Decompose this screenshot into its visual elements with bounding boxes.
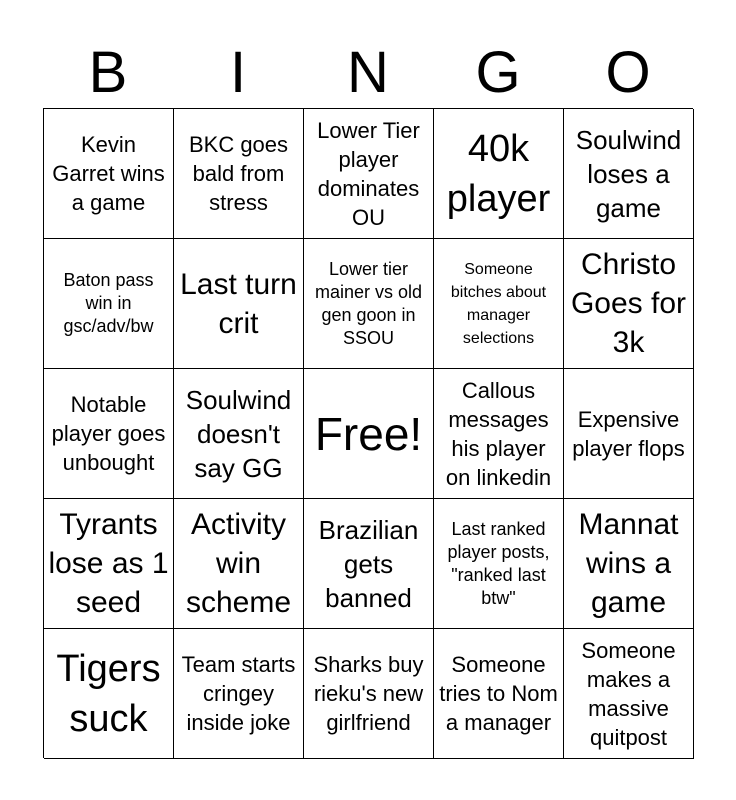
bingo-cell-text: Baton pass win in gsc/adv/bw <box>63 270 154 336</box>
bingo-cell-r5c5[interactable] <box>564 629 694 759</box>
bingo-cell-r3c1[interactable] <box>44 369 174 499</box>
bingo-cell-text: Lower Tier player dominates OU <box>317 117 420 230</box>
bingo-cell-r5c4[interactable] <box>434 629 564 759</box>
bingo-cell-text: Soulwind doesn't say GG <box>185 384 292 483</box>
bingo-cell-text: Someone bitches about manager selections <box>450 260 547 347</box>
bingo-cell-r4c5[interactable] <box>564 499 694 629</box>
bingo-cell-text: BKC goes bald from stress <box>188 132 289 215</box>
bingo-cell-r2c1[interactable] <box>44 239 174 369</box>
bingo-cell-text: Soulwind loses a game <box>575 124 682 223</box>
header-letter-n: N <box>347 40 389 105</box>
bingo-cell-text: Tyrants lose as 1 seed <box>48 508 169 619</box>
bingo-cell-r2c5[interactable] <box>564 239 694 369</box>
bingo-cell-r1c2[interactable] <box>174 109 304 239</box>
bingo-cell-r5c2[interactable] <box>174 629 304 759</box>
bingo-cell-r3c4[interactable] <box>434 369 564 499</box>
bingo-cell-text: Sharks buy rieku's new girlfriend <box>313 652 424 735</box>
bingo-cell-text: Mannat wins a game <box>578 508 679 619</box>
bingo-cell-free[interactable] <box>304 369 434 499</box>
bingo-cell-r4c2[interactable] <box>174 499 304 629</box>
bingo-cell-text: Someone tries to Nom a manager <box>439 652 558 735</box>
bingo-cell-text: Team starts cringey inside joke <box>181 652 296 735</box>
bingo-cell-text: Last ranked player posts, "ranked last btw" <box>447 518 550 608</box>
bingo-cell-r1c3[interactable] <box>304 109 434 239</box>
bingo-cell-r1c5[interactable] <box>564 109 694 239</box>
bingo-cell-text: Tigers suck <box>56 647 161 740</box>
bingo-cell-text: Callous messages his player on linkedin <box>445 377 552 490</box>
bingo-cell-r2c4[interactable] <box>434 239 564 369</box>
bingo-cell-text: Free! <box>314 407 423 460</box>
bingo-cell-r5c3[interactable] <box>304 629 434 759</box>
bingo-cell-r4c1[interactable] <box>44 499 174 629</box>
bingo-cell-text: Expensive player flops <box>572 406 685 461</box>
header-letter-b: B <box>88 40 128 105</box>
bingo-cell-text: Christo Goes for 3k <box>570 248 687 359</box>
bingo-cell-r1c1[interactable] <box>44 109 174 239</box>
bingo-cell-r2c3[interactable] <box>304 239 434 369</box>
bingo-cell-text: Activity win scheme <box>185 508 292 619</box>
bingo-cell-r5c1[interactable] <box>44 629 174 759</box>
header-letter-i: I <box>229 40 247 105</box>
bingo-cell-r3c2[interactable] <box>174 369 304 499</box>
bingo-cell-text: Lower tier mainer vs old gen goon in SSOU <box>314 258 423 348</box>
bingo-cell-r3c5[interactable] <box>564 369 694 499</box>
bingo-cell-r4c4[interactable] <box>434 499 564 629</box>
bingo-cell-r4c3[interactable] <box>304 499 434 629</box>
bingo-cell-text: Someone makes a massive quitpost <box>581 637 676 750</box>
header-letter-o: O <box>605 40 651 105</box>
bingo-cell-text: Notable player goes unbought <box>51 392 166 475</box>
bingo-cell-text: Brazilian gets banned <box>318 514 419 613</box>
bingo-cell-text: Kevin Garret wins a game <box>52 132 165 215</box>
bingo-cell-text: Last turn crit <box>180 267 297 340</box>
bingo-cell-r2c2[interactable] <box>174 239 304 369</box>
bingo-board <box>43 108 693 758</box>
bingo-header <box>43 38 693 108</box>
bingo-cell-text: 40k player <box>446 127 551 220</box>
bingo-cell-r1c4[interactable] <box>434 109 564 239</box>
header-letter-g: G <box>475 40 521 105</box>
